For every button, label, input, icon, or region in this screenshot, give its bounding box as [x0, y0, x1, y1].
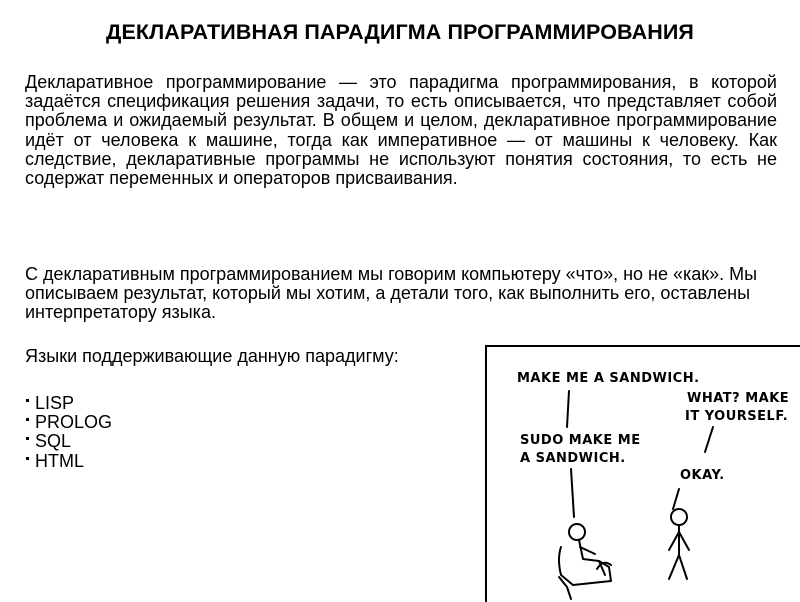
standing-figure-legs — [669, 555, 687, 579]
comic-speech-it-yourself: IT YOURSELF. — [685, 409, 789, 424]
comic-drawing — [487, 347, 800, 602]
standing-figure-head — [671, 509, 687, 525]
speech-line-2 — [705, 427, 713, 452]
slide-title: ДЕКЛАРАТИВНАЯ ПАРАДИГМА ПРОГРАММИРОВАНИЯ — [106, 20, 694, 44]
seated-figure-body — [579, 540, 605, 575]
languages-list — [25, 394, 112, 471]
xkcd-sandwich-comic — [485, 345, 800, 602]
comic-speech-a-sandwich: A SANDWICH. — [520, 451, 626, 466]
armchair — [559, 547, 611, 585]
comic-speech-sudo: SUDO MAKE ME — [520, 433, 641, 448]
comic-speech-okay: OKAY. — [680, 468, 725, 483]
list-item-html: HTML — [25, 452, 112, 471]
paragraph-what-not-how: С декларативным программированием мы говорим компьютеру «что», но не «как». Мы описываем результат, который мы хотим, а детали того, как выполнить его, оставлены интерпретатору языка. — [25, 264, 758, 323]
comic-speech-what-make: WHAT? MAKE — [687, 391, 790, 406]
paragraph-languages-intro: Языки поддерживающие данную парадигму: — [25, 346, 399, 366]
speech-line-1 — [567, 391, 569, 427]
speech-line-4 — [673, 489, 679, 509]
speech-line-3 — [571, 469, 574, 517]
seated-figure-head — [569, 524, 585, 540]
armchair-base — [559, 577, 571, 599]
list-item-sql: SQL — [25, 432, 112, 451]
list-item-lisp: LISP — [25, 394, 112, 413]
list-item-prolog: PROLOG — [25, 413, 112, 432]
paragraph-definition: Декларативное программирование — это парадигма программирования, в которой задаётся спецификация решения задачи, то есть описывается, что представляет собой проблема и ожидаемый результат. В общем и целом, декларативное программирование идёт от человека к машине, тогда как императивное — от машины к человеку. Как следствие, декларативные программы не используют понятия состояния, то есть не содержат переменных и операторов присваивания. — [25, 72, 777, 189]
comic-speech-make-sandwich: MAKE ME A SANDWICH. — [517, 371, 700, 386]
